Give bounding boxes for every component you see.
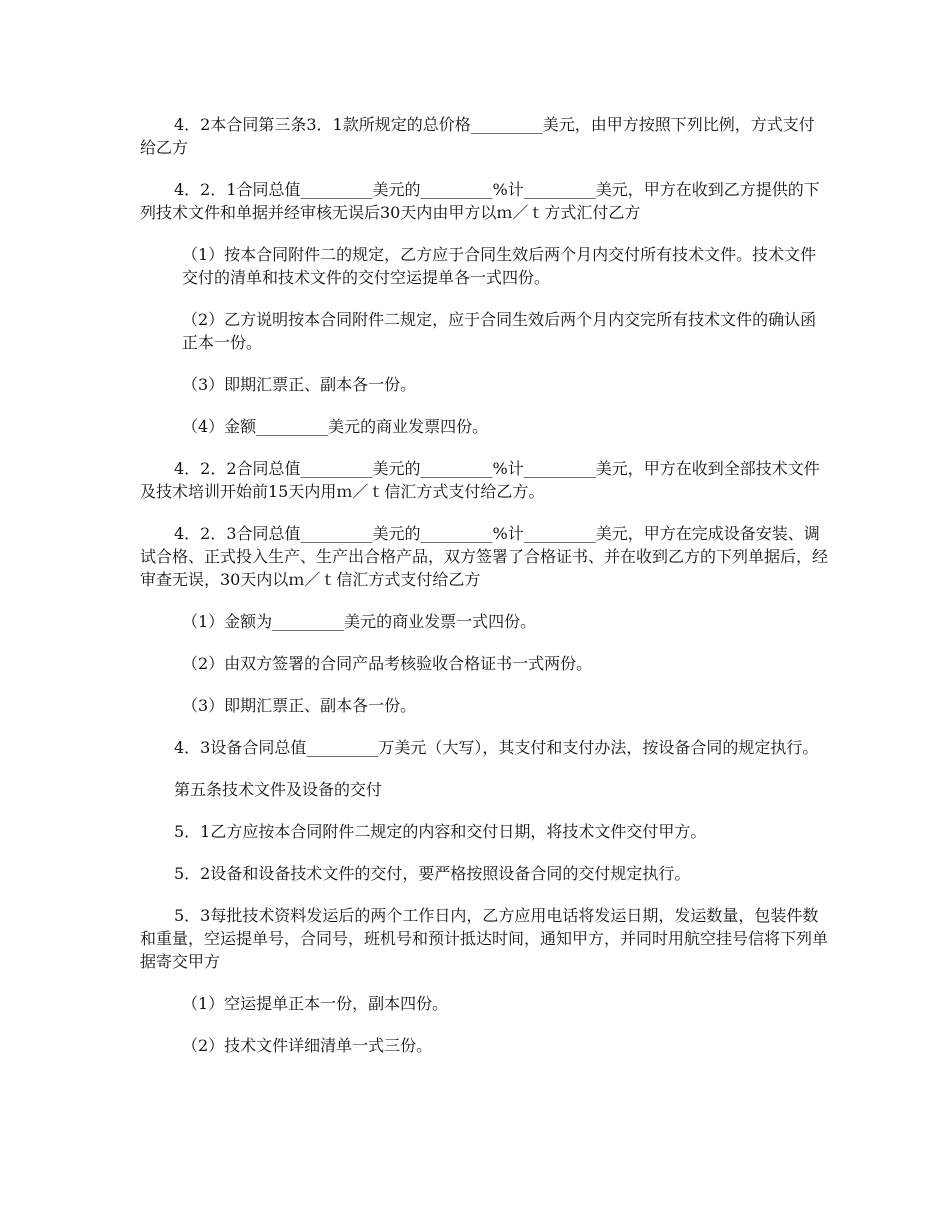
list-item: （1）空运提单正本一份，副本四份。 [182, 994, 449, 1013]
list-item: （2）乙方说明按本合同附件二规定，应于合同生效后两个月内交完所有技术文件的确认函正本一份。 [182, 310, 817, 352]
paragraph-5-1: 5．1乙方应按本合同附件二规定的内容和交付日期，将技术文件交付甲方。 [174, 822, 707, 841]
paragraph-4-2-3: 4．2．3合同总值_________美元的_________%计_________美元，甲方在完成设备安装、调试合格、正式投入生产、生产出合格产品，双方签署了合格证书、并在收到乙方的下列单据后，经审查无误，30天内以ｍ／ｔ信汇方式支付给乙方 [140, 524, 829, 589]
document-page [140, 113, 830, 1076]
paragraph-4-3: 4．3设备合同总值_________万美元（大写），其支付和支付办法，按设备合同的规定执行。 [174, 738, 819, 757]
paragraph-5-2: 5．2设备和设备技术文件的交付，要严格按照设备合同的交付规定执行。 [174, 864, 691, 883]
paragraph-4-2-2: 4．2．2合同总值_________美元的_________%计_________美元，甲方在收到全部技术文件及技术培训开始前15天内用ｍ／ｔ信汇方式支付给乙方。 [140, 459, 820, 501]
list-item: （1）金额为_________美元的商业发票一式四份。 [182, 612, 537, 631]
list-item: （3）即期汇票正、副本各一份。 [182, 696, 417, 715]
paragraph-5-3: 5．3每批技术资料发运后的两个工作日内，乙方应用电话将发运日期，发运数量，包装件数和重量，空运提单号，合同号，班机号和预计抵达时间，通知甲方，并同时用航空挂号信将下列单据寄交甲方 [140, 906, 829, 971]
list-item: （2）由双方签署的合同产品考核验收合格证书一式两份。 [182, 654, 593, 673]
paragraph-4-2: 4．2本合同第三条3．1款所规定的总价格_________美元，由甲方按照下列比例，方式支付给乙方 [140, 115, 815, 157]
list-item: （1）按本合同附件二的规定，乙方应于合同生效后两个月内交付所有技术文件。技术文件交付的清单和技术文件的交付空运提单各一式四份。 [182, 245, 817, 287]
list-item: （4）金额_________美元的商业发票四份。 [182, 417, 489, 436]
list-item: （2）技术文件详细清单一式三份。 [182, 1036, 433, 1055]
paragraph-4-2-1: 4．2．1合同总值_________美元的_________%计_________美元，甲方在收到乙方提供的下列技术文件和单据并经审核无误后30天内由甲方以ｍ／ｔ方式汇付乙方 [140, 180, 820, 222]
section-heading: 第五条技术文件及设备的交付 [174, 780, 383, 799]
list-item: （3）即期汇票正、副本各一份。 [182, 375, 417, 394]
